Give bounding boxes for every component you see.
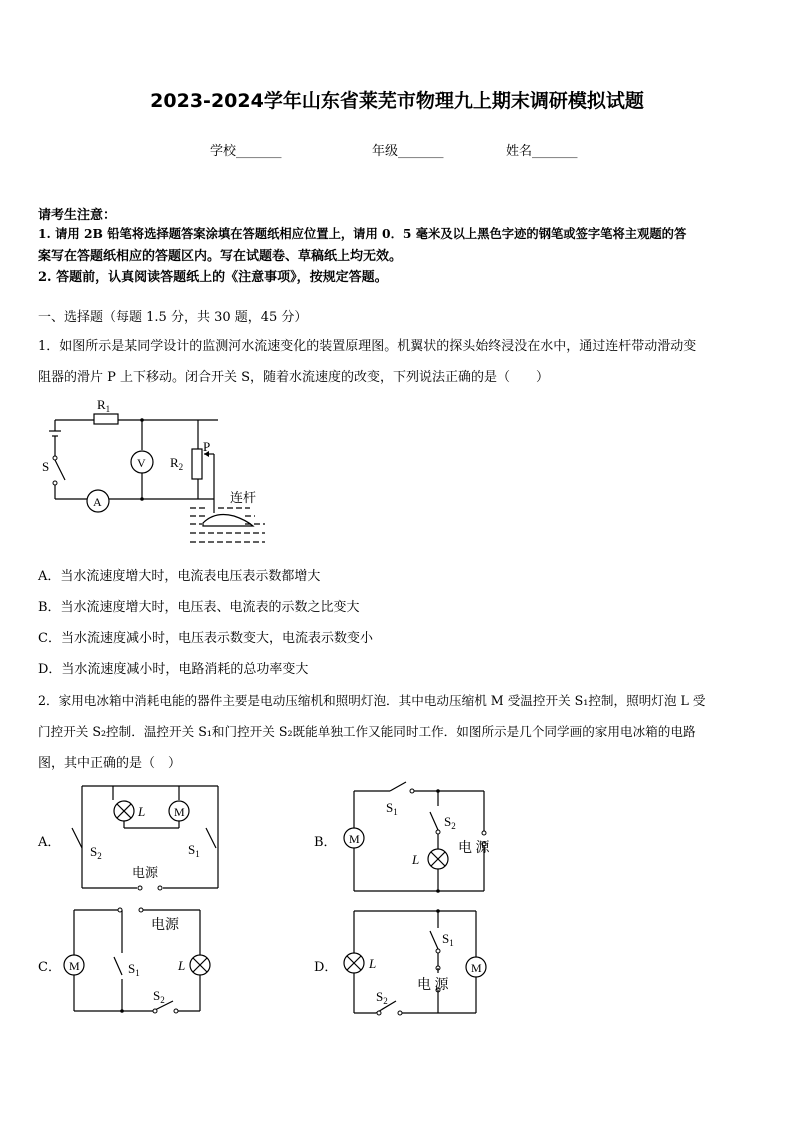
svg-text:S1: $S_1$ xyxy=(128,961,140,978)
q1-stem-line-2: 阻器的滑片 P 上下移动。闭合开关 S，随着水流速度的改变，下列说法正确的是（ ） xyxy=(38,370,550,385)
svg-text:电源: 电源 xyxy=(151,918,179,933)
svg-text:S2: $S_2$ xyxy=(90,844,102,861)
grade-field: 年级_______ xyxy=(372,144,444,159)
rod-label: 连杆 xyxy=(230,490,257,505)
q2-circuit-b xyxy=(334,776,504,896)
svg-text:M: M xyxy=(471,961,482,975)
q1-option-c: C．当水流速度减小时，电压表示数变大，电流表示数变小 xyxy=(38,631,373,646)
q2-stem-line-2: 门控开关 S₂控制．温控开关 S₁和门控开关 S₂既能单独工作又能同时工作．如图所示是几个同学画的家用电冰箱的电路 xyxy=(38,724,696,739)
section-heading: 一、选择题（每题 1.5 分，共 30 题，45 分） xyxy=(38,310,308,325)
svg-text:S2: $S_2$ xyxy=(376,989,388,1006)
svg-text:S1: $S_1$ xyxy=(442,931,454,948)
q2-option-b-label: B． xyxy=(314,835,337,850)
svg-text:R1 xyxy=(97,397,110,414)
svg-text:L: L xyxy=(178,958,186,973)
voltmeter-label: V xyxy=(137,456,146,470)
q2-circuit-a xyxy=(70,780,230,895)
q1-option-a: A．当水流速度增大时，电流表电压表示数都增大 xyxy=(38,569,321,584)
svg-text:S1: $S_1$ xyxy=(386,800,398,817)
svg-text:R2 xyxy=(170,455,183,472)
slider-p-label: P xyxy=(203,439,211,454)
q2-option-d-label: D． xyxy=(314,960,338,975)
svg-text:S2: $S_2$ xyxy=(444,814,456,831)
r2-sub: 2 xyxy=(178,462,184,472)
q2-circuit-d xyxy=(334,903,504,1021)
lamp-l-label: L xyxy=(138,804,146,819)
svg-text:M: M xyxy=(349,832,360,846)
svg-text:L: L xyxy=(412,852,420,867)
notice-line-2: 2. 答题前，认真阅读答题纸上的《注意事项》，按规定答题。 xyxy=(38,270,388,285)
power-source-label: 电源 xyxy=(132,865,159,880)
svg-text:电 源: 电 源 xyxy=(417,978,449,993)
svg-text:M: M xyxy=(69,959,80,973)
q1-option-b: B．当水流速度增大时，电压表、电流表的示数之比变大 xyxy=(38,600,360,615)
notice-line-1b: 案写在答题纸相应的答题区内。写在试题卷、草稿纸上均无效。 xyxy=(38,249,403,264)
r1-label: R xyxy=(97,397,106,412)
svg-text:电 源: 电 源 xyxy=(458,841,490,856)
ammeter-label: A xyxy=(93,495,102,509)
name-field: 姓名_______ xyxy=(506,144,578,159)
q2-option-c-label: C． xyxy=(38,960,61,975)
q2-option-a-label: A． xyxy=(38,835,61,850)
q2-circuit-c xyxy=(58,903,228,1021)
notice-line-1a: 1. 请用 2B 铅笔将选择题答案涂填在答题纸相应位置上，请用 0．5 毫米及以上黑色字迹的钢笔或签字笔将主观题的答 xyxy=(38,226,687,241)
svg-text:S2: $S_2$ xyxy=(153,988,165,1005)
page-title: 2023-2024学年山东省莱芜市物理九上期末调研模拟试题 xyxy=(150,90,644,112)
r1-sub: 1 xyxy=(105,404,111,414)
switch-s-label: S xyxy=(42,459,50,474)
q2-stem-line-3: 图，其中正确的是（ ） xyxy=(38,756,182,771)
q1-stem-line-1: 1．如图所示是某同学设计的监测河水流速变化的装置原理图。机翼状的探头始终浸没在水中，通过连杆带动滑动变 xyxy=(38,339,697,354)
q2-stem-line-1: 2．家用电冰箱中消耗电能的器件主要是电动压缩机和照明灯泡．其中电动压缩机 M 受温控开关 S₁控制，照明灯泡 L 受 xyxy=(38,693,706,708)
q1-circuit-figure xyxy=(40,396,270,546)
svg-text:L: L xyxy=(369,956,377,971)
r2-label: R xyxy=(170,455,179,470)
q1-option-d: D．当水流速度减小时，电路消耗的总功率变大 xyxy=(38,662,309,677)
notice-heading: 请考生注意： xyxy=(38,208,117,223)
school-field: 学校_______ xyxy=(210,144,282,159)
svg-text:S1: $S_1$ xyxy=(188,842,200,859)
motor-m-label: M xyxy=(174,805,185,819)
